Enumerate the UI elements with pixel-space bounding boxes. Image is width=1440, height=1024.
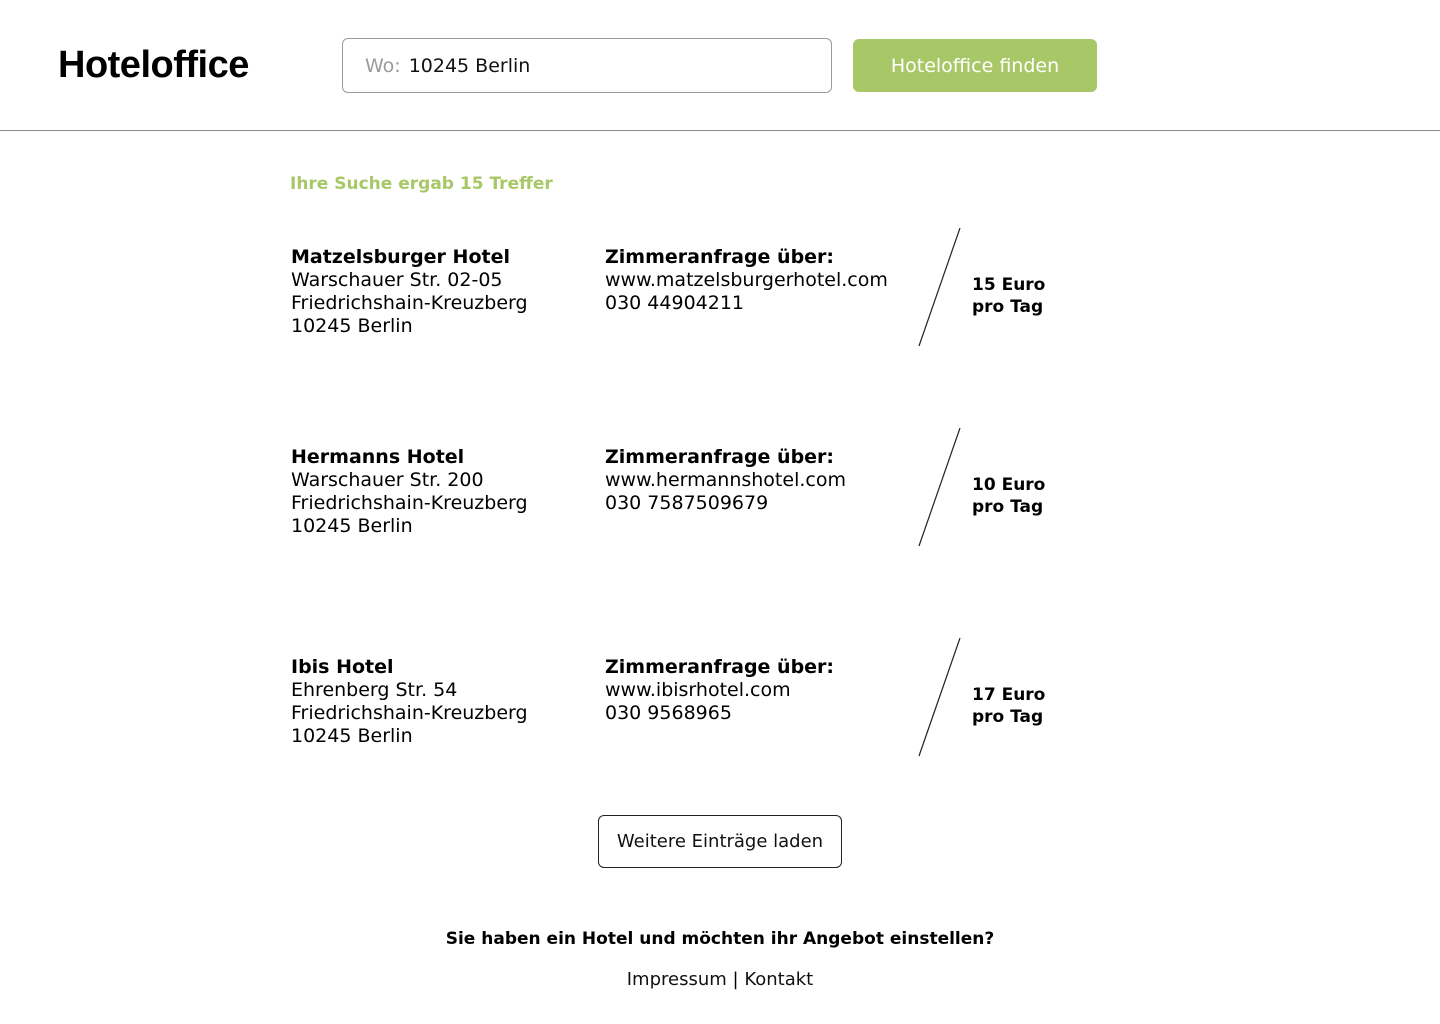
hotel-address (291, 656, 528, 748)
contact-label: Zimmeranfrage über: (605, 246, 835, 268)
divider-slash (918, 638, 962, 758)
result-count: Ihre Suche ergab 15 Treffer (290, 174, 553, 194)
hotel-street: Ehrenberg Str. 54 (291, 679, 458, 701)
hotel-listing (291, 638, 1091, 758)
hotel-listing (291, 428, 1091, 548)
hotel-website-link[interactable]: www.ibisrhotel.com (605, 679, 791, 701)
hotel-district: Friedrichshain-Kreuzberg (291, 492, 528, 514)
hotel-district: Friedrichshain-Kreuzberg (291, 702, 528, 724)
hotel-phone[interactable]: 030 9568965 (605, 702, 732, 724)
footer-separator: | (732, 969, 739, 990)
hotel-website-link[interactable]: www.hermannshotel.com (605, 469, 846, 491)
hotel-address (291, 246, 528, 338)
hotel-listing (291, 228, 1091, 348)
footer-links (0, 969, 1440, 990)
divider-slash (918, 428, 962, 548)
logo[interactable]: Hoteloffice (58, 44, 249, 86)
hotel-website-link[interactable]: www.matzelsburgerhotel.com (605, 269, 888, 291)
hotel-price (972, 684, 1045, 728)
price-amount: 17 Euro (972, 685, 1046, 705)
hotel-price (972, 474, 1045, 518)
find-hoteloffice-button[interactable]: Hoteloffice finden (853, 39, 1097, 92)
hotel-address (291, 446, 528, 538)
hotel-phone[interactable]: 030 44904211 (605, 292, 745, 314)
price-unit: pro Tag (972, 707, 1044, 727)
price-amount: 10 Euro (972, 475, 1046, 495)
contact-label: Zimmeranfrage über: (605, 446, 835, 468)
hotel-street: Warschauer Str. 02-05 (291, 269, 503, 291)
impressum-link[interactable]: Impressum (626, 969, 727, 990)
price-amount: 15 Euro (972, 275, 1046, 295)
hotel-phone[interactable]: 030 7587509679 (605, 492, 769, 514)
price-unit: pro Tag (972, 297, 1044, 317)
search-prefix-label: Wo: (365, 54, 401, 77)
hotel-contact (605, 656, 834, 725)
hotel-city: 10245 Berlin (291, 315, 413, 337)
hotel-name[interactable]: Ibis Hotel (291, 656, 394, 678)
hotel-city: 10245 Berlin (291, 515, 413, 537)
load-more-button[interactable]: Weitere Einträge laden (598, 815, 842, 868)
kontakt-link[interactable]: Kontakt (744, 969, 814, 990)
hotel-contact (605, 446, 846, 515)
site-header (0, 0, 1440, 131)
hotel-district: Friedrichshain-Kreuzberg (291, 292, 528, 314)
hotel-contact (605, 246, 888, 315)
contact-label: Zimmeranfrage über: (605, 656, 835, 678)
hotel-city: 10245 Berlin (291, 725, 413, 747)
hotel-name[interactable]: Hermanns Hotel (291, 446, 465, 468)
divider-slash (918, 228, 962, 348)
hotel-name[interactable]: Matzelsburger Hotel (291, 246, 510, 268)
location-input[interactable] (409, 55, 789, 77)
location-search[interactable] (342, 38, 832, 93)
price-unit: pro Tag (972, 497, 1044, 517)
hotel-street: Warschauer Str. 200 (291, 469, 484, 491)
hotel-price (972, 274, 1045, 318)
hotel-owner-cta[interactable]: Sie haben ein Hotel und möchten ihr Angebot einstellen? (445, 929, 995, 949)
